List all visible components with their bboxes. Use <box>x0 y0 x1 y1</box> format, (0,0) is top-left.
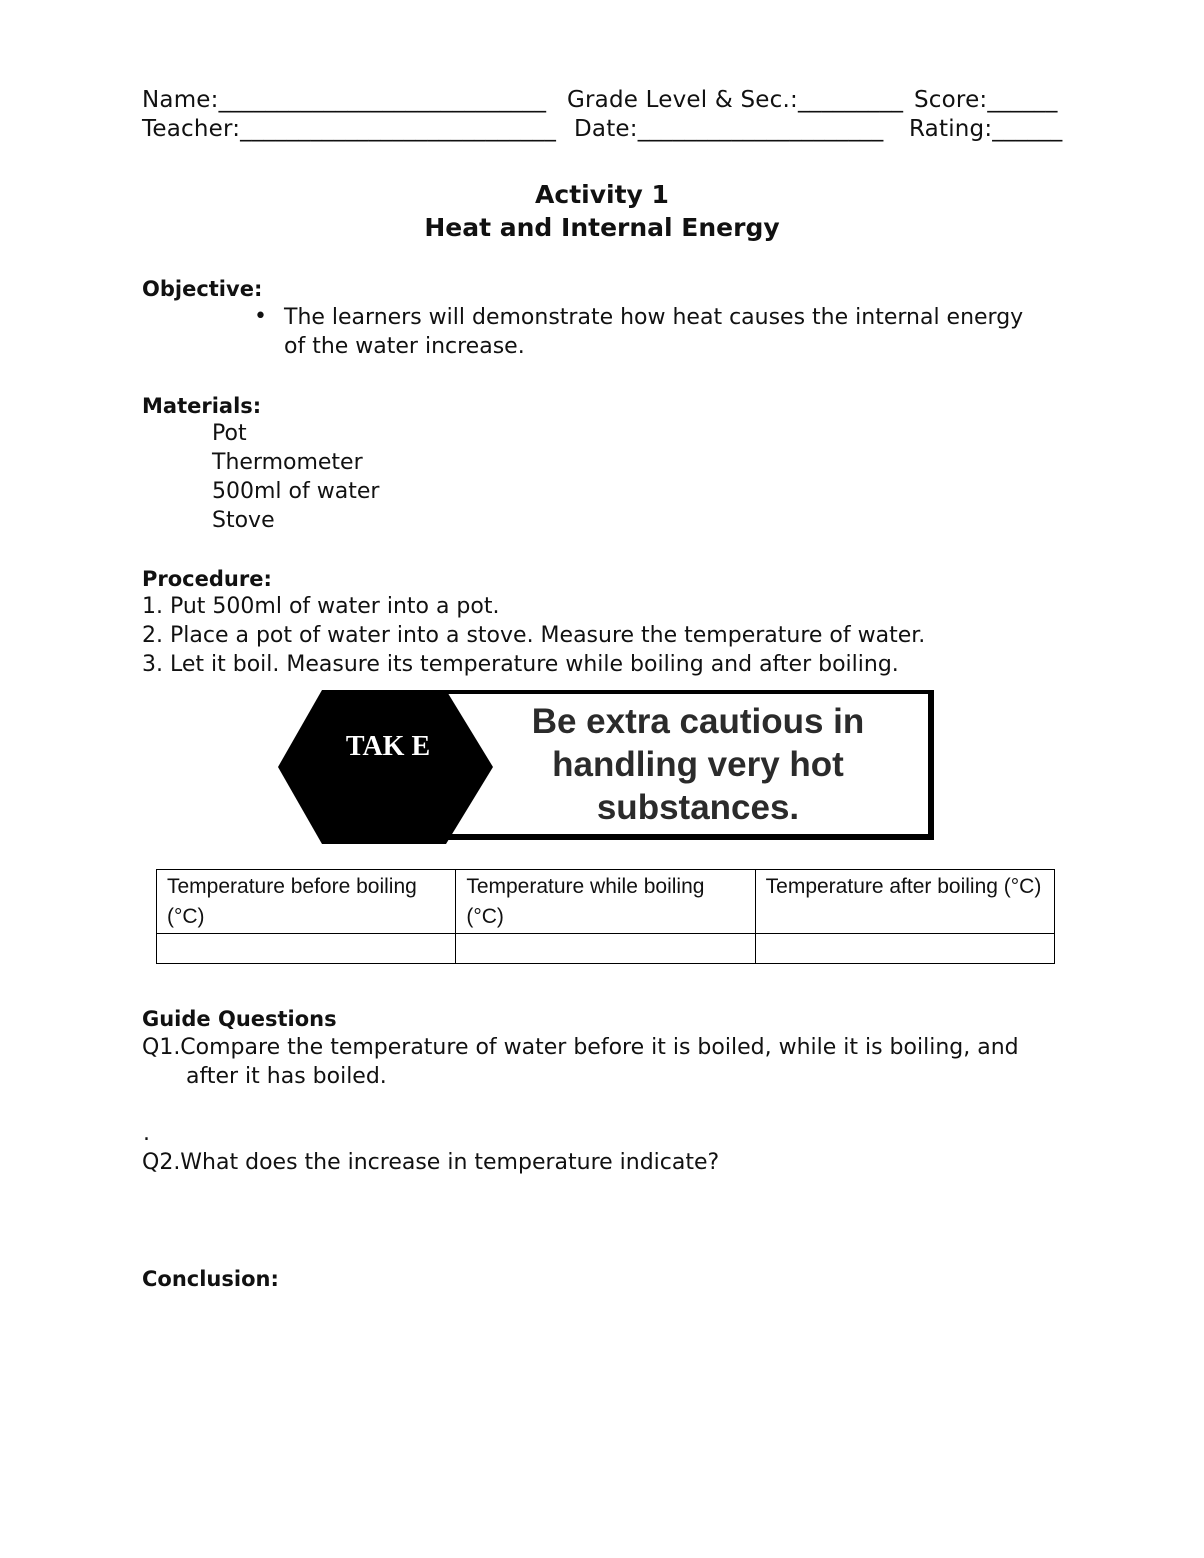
stray-dot: . <box>143 1121 150 1146</box>
date-field-label: Date:_____________________ <box>574 116 884 142</box>
table-header-row <box>157 870 1055 934</box>
caution-message: Be extra cautious in handling very hot substances. <box>531 702 865 827</box>
answer-cell-while[interactable] <box>456 934 755 964</box>
material-item: 500ml of water <box>212 479 380 504</box>
bullet-icon: • <box>254 304 267 329</box>
question-2: Q2.What does the increase in temperature indicate? <box>142 1150 720 1175</box>
table-header-cell: Temperature while boiling (°C) <box>456 870 755 934</box>
objective-text-line2: of the water increase. <box>284 334 525 359</box>
material-item: Thermometer <box>212 450 363 475</box>
question-1-line1: Q1.Compare the temperature of water before it is boiled, while it is boiling, and <box>142 1035 1019 1060</box>
objective-heading: Objective: <box>142 277 263 301</box>
procedure-step: 2. Place a pot of water into a stove. Measure the temperature of water. <box>142 623 926 648</box>
table-row <box>157 934 1055 964</box>
score-field-label: Score:______ <box>914 87 1058 113</box>
temperature-table <box>156 869 1055 964</box>
objective-text-line1: The learners will demonstrate how heat causes the internal energy <box>284 305 1024 330</box>
activity-title: Activity 1 <box>535 180 669 209</box>
table-header-cell: Temperature before boiling (°C) <box>157 870 456 934</box>
material-item: Stove <box>212 508 275 533</box>
procedure-step: 1. Put 500ml of water into a pot. <box>142 594 500 619</box>
table-header-cell: Temperature after boiling (°C) <box>755 870 1054 934</box>
procedure-heading: Procedure: <box>142 567 272 591</box>
rating-field-label: Rating:______ <box>909 116 1063 142</box>
materials-heading: Materials: <box>142 394 262 418</box>
guide-questions-heading: Guide Questions <box>142 1007 337 1031</box>
conclusion-heading: Conclusion: <box>142 1267 279 1291</box>
grade-level-field-label: Grade Level & Sec.:_________ <box>567 87 904 113</box>
answer-cell-after[interactable] <box>755 934 1054 964</box>
hexagon-icon <box>278 688 493 846</box>
procedure-step: 3. Let it boil. Measure its temperature while boiling and after boiling. <box>142 652 899 677</box>
caution-banner <box>278 688 940 846</box>
teacher-field-label: Teacher:___________________________ <box>142 116 557 142</box>
activity-subtitle: Heat and Internal Energy <box>424 213 780 242</box>
answer-cell-before[interactable] <box>157 934 456 964</box>
question-1-line2: after it has boiled. <box>186 1064 387 1089</box>
name-field-label: Name:____________________________ <box>142 87 547 113</box>
take-badge-text: TAK E <box>345 731 431 762</box>
material-item: Pot <box>212 421 247 446</box>
